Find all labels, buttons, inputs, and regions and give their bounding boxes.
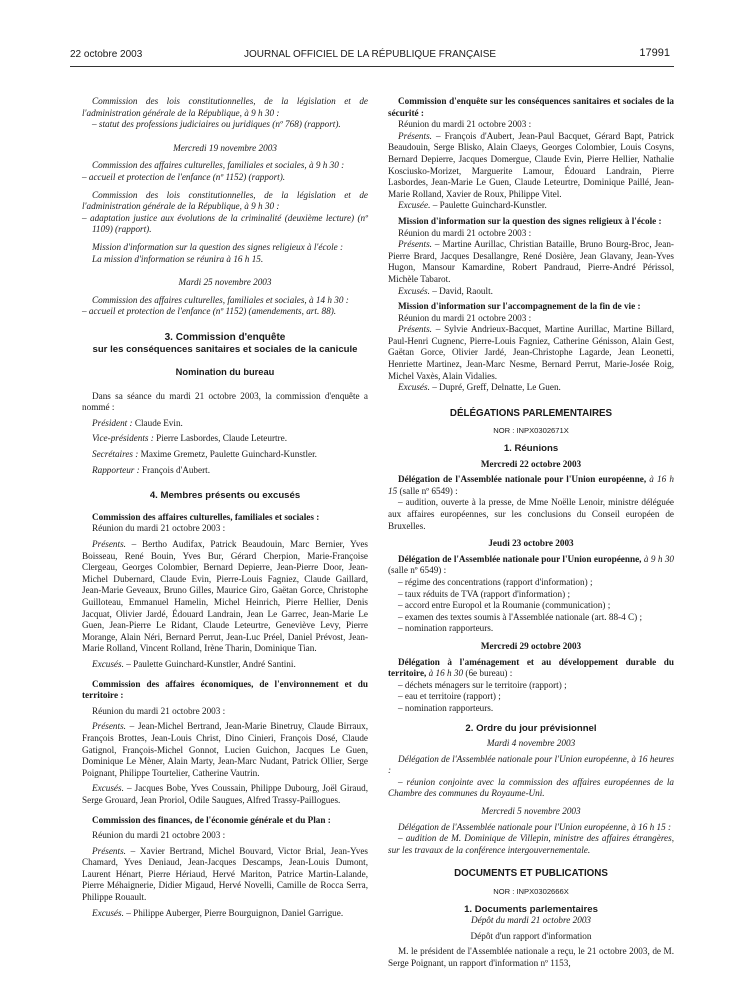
delegation-heading — [388, 474, 674, 497]
agenda-subitem: – audition de M. Dominique de Villepin, ministre des affaires étrangères, sur les travaux de la conférence intergouvernementale. — [388, 833, 674, 855]
agenda-subitem: – nomination rapporteurs. — [398, 623, 494, 634]
excused-label: Excusés. — [92, 907, 124, 918]
subsection-heading: 1. Réunions — [503, 443, 559, 455]
agenda-subitem: – nomination rapporteurs. — [398, 702, 494, 713]
role-value: Maxime Gremetz, Paulette Guinchard-Kunstler. — [138, 449, 317, 460]
meeting-room: (salle nº 6549) : — [397, 485, 458, 496]
delegation-heading — [388, 657, 674, 680]
committee-heading: Mission d'information sur la question des signes religieux à l'école : — [398, 215, 662, 226]
role-label: Rapporteur : — [92, 464, 140, 475]
delegation-name: Délégation de l'Assemblée nationale pour l'Union européenne, — [398, 474, 647, 485]
agenda-item: Commission des lois constitutionnelles, de la législation et de l'administration générale de la République, à 9 h 30 : — [82, 189, 368, 212]
delegation-name: Délégation de l'Assemblée nationale pour l'Union européenne, — [398, 553, 642, 564]
section-heading: sur les conséquences sanitaires et sociales de la canicule — [92, 343, 358, 355]
meeting-date: Réunion du mardi 21 octobre 2003 : — [398, 227, 532, 238]
present-list: – Martine Aurillac, Christian Bataille, Bruno Bourg-Broc, Jean-Pierre Brard, Jacques Desallangre, René Dosière, Jean Glavany, Jean-Yves Hugon, Mansour Kamardine, Robert Pandraud, Pierre-André Périssol, Michèle Tabarot. — [388, 239, 674, 284]
date-heading: Dépôt du mardi 21 octobre 2003 — [470, 915, 592, 926]
agenda-item: Mission d'information sur la question des signes religieux à l'école : — [92, 241, 344, 252]
meeting-time: à 16 h 30 — [426, 668, 464, 679]
paragraph: M. le président de l'Assemblée nationale a reçu, le 21 octobre 2003, de M. Serge Poignant, un rapport d'information nº 1153, — [388, 946, 674, 968]
agenda-item: Commission des lois constitutionnelles, de la législation et de l'administration générale de la République, à 9 h 30 : — [82, 96, 368, 118]
agenda-subitem: – examen des textes soumis à l'Assemblée nationale (art. 88-4 C) ; — [398, 611, 643, 622]
agenda-subitem: – accueil et protection de l'enfance (nº 1152) (rapport). — [82, 171, 286, 182]
issue-date: 22 octobre 2003 — [70, 49, 143, 60]
delegation-name: Délégation à l'aménagement et au développement durable du territoire, — [388, 656, 674, 679]
role-label: Président : — [92, 417, 133, 428]
committee-heading: Commission d'enquête sur les conséquences sanitaires et sociales de la sécurité : — [388, 96, 674, 118]
excused-list: – Jacques Bobe, Yves Coussain, Philippe Dubourg, Joël Giraud, Serge Grouard, Jean Proriol, Odile Saugues, Alfred Trassy-Paillogues. — [82, 783, 368, 805]
meeting-date: Réunion du mardi 21 octobre 2003 : — [398, 312, 532, 323]
date-heading: Mardi 25 novembre 2003 — [178, 277, 272, 288]
committee-heading: Commission des finances, de l'économie générale et du Plan : — [92, 814, 331, 825]
present-label: Présents. — [398, 324, 432, 335]
excused-list: – Philippe Auberger, Pierre Bourguignon, Daniel Garrigue. — [123, 907, 344, 918]
meeting-date: Réunion du mardi 21 octobre 2003 : — [92, 830, 226, 841]
excused-list: – Dupré, Greff, Delnatte, Le Guen. — [429, 382, 561, 393]
agenda-subitem: – accord entre Europol et la Roumanie (communication) ; — [398, 600, 611, 611]
left-column — [82, 96, 368, 919]
agenda-subitem: – accueil et protection de l'enfance (nº 1152) (amendements, art. 88). — [82, 306, 337, 317]
agenda-subitem: La mission d'information se réunira à 16 h 15. — [92, 253, 264, 264]
nor-reference: NOR : INPX0302666X — [493, 887, 569, 897]
excused-list: – Paulette Guinchard-Kunstler. — [430, 200, 547, 211]
meeting-room: (6e bureau) : — [463, 668, 513, 679]
deposit-heading: Dépôt d'un rapport d'information — [470, 930, 592, 941]
agenda-item: Délégation de l'Assemblée nationale pour l'Union européenne, à 16 heures : — [388, 753, 674, 776]
agenda-subitem: – statut des professions judiciaires ou juridiques (nº 768) (rapport). — [92, 119, 341, 130]
section-heading: 3. Commission d'enquête — [164, 331, 286, 343]
present-list: – Xavier Bertrand, Michel Bouvard, Victor Brial, Jean-Yves Chamard, Yves Deniaud, Jean-Jacques Descamps, Jean-Louis Dumont, Laurent Hénart, Pierre Hériaud, Hervé Mariton, Patrice Martin-Lalande, Pierre Méhaignerie, Didier Migaud, Hervé Novelli, Camille de Rocca Serra, Philippe Rouault. — [82, 845, 368, 903]
meeting-date: Réunion du mardi 21 octobre 2003 : — [92, 705, 226, 716]
role-label: Secrétaires : — [92, 449, 139, 460]
date-heading: Mardi 4 novembre 2003 — [486, 738, 576, 749]
agenda-item: Commission des affaires culturelles, familiales et sociales, à 9 h 30 : — [92, 160, 345, 171]
excused-label: Excusés. — [398, 285, 430, 296]
header-rule — [70, 66, 674, 67]
excused-list: – David, Raoult. — [429, 285, 493, 296]
agenda-subitem: – réunion conjointe avec la commission des affaires européennes de la Chambre des communes du Royaume-Uni. — [388, 776, 674, 799]
section-heading: DOCUMENTS ET PUBLICATIONS — [454, 868, 608, 880]
meeting-time: à 16 h 15 — [388, 474, 675, 496]
present-label: Présents. — [398, 239, 432, 250]
present-label: Présents. — [92, 539, 126, 550]
meeting-date: Réunion du mardi 21 octobre 2003 : — [398, 119, 532, 130]
agenda-subitem: – déchets ménagers sur le territoire (rapport) ; — [398, 679, 567, 690]
right-column — [388, 96, 674, 970]
page-header — [70, 46, 670, 66]
role-value: Claude Evin. — [132, 417, 183, 428]
present-list: – Sylvie Andrieux-Bacquet, Martine Aurillac, Martine Billard, Paul-Henri Cugnenc, Pierre-Louis Fagniez, Catherine Génisson, Alain Gest, Gaëtan Gorce, Olivier Jardé, Jean-Christophe Lagarde, Jean Leonetti, Henriette Martinez, Jean-Marc Nesme, Bernard Perrut, Marie-Josée Roig, Michel Vaxès, Alain Vidalies. — [388, 324, 674, 381]
delegation-heading — [388, 554, 674, 577]
present-list: – Bertho Audifax, Patrick Beaudouin, Marc Bernier, Yves Boisseau, René Bouin, Yves Bur, Gérard Cherpion, Marie-Françoise Clergeau, Georges Colombier, Bernard Depierre, Jean-Pierre Door, Jean-Michel Dubernard, Claude Evin, Pierre-Louis Fagniez, Claude Gaillard, Jean-Marie Geveaux, Bruno Gilles, Maurice Giro, Gaëtan Gorce, Christophe Guilloteau, Emmanuel Hamelin, Michel Heinrich, Pierre Hellier, Denis Jacquat, Olivier Jardé, Édouard Landrain, Jean Le Garrec, Jean-Marie Le Guen, Jean-Pierre Le Ridant, Claude Leteurtre, Geneviève Levy, Pierre Morange, Alain Néri, Bernard Perrut, Jean-Luc Préel, Daniel Prévost, Jean-Marie Rolland, Vincent Rolland, Irène Tharin, Dominique Tian. — [82, 539, 368, 654]
date-heading: Mercredi 29 octobre 2003 — [480, 640, 582, 651]
agenda-subitem: – taux réduits de TVA (rapport d'information) ; — [398, 588, 571, 599]
paragraph: Dans sa séance du mardi 21 octobre 2003, la commission d'enquête a nommé : — [82, 390, 368, 413]
agenda-subitem: – audition, ouverte à la presse, de Mme Noëlle Lenoir, ministre déléguée aux affaires européennes, sur les conclusions du Conseil européen de Bruxelles. — [388, 497, 674, 531]
date-heading: Mercredi 19 novembre 2003 — [173, 142, 277, 153]
agenda-item: Commission des affaires culturelles, familiales et sociales, à 14 h 30 : — [92, 294, 349, 305]
agenda-subitem: – eau et territoire (rapport) ; — [398, 691, 501, 702]
present-label: Présents. — [398, 130, 432, 141]
excused-label: Excusés. — [92, 783, 124, 794]
agenda-subitem: – régime des concentrations (rapport d'information) ; — [398, 576, 593, 587]
journal-title: JOURNAL OFFICIEL DE LA RÉPUBLIQUE FRANÇAISE — [243, 49, 497, 60]
present-list: – François d'Aubert, Jean-Paul Bacquet, Gérard Bapt, Patrick Beaudouin, Serge Blisko, Alain Claeys, Georges Colombier, Louis Cosyns, Bernard Depierre, Jacques Domergue, Claude Evin, Pierre Hellier, Nathalie Kosciusko-Morizet, Marguerite Lamour, Édouard Landrain, Pierre Lasbordes, Jean-Marie Le Guen, Claude Leteurtre, Dominique Paillé, Jean-Marie Rolland, Xavier de Roux, Philippe Vitel. — [388, 130, 674, 199]
subsection-heading: 2. Ordre du jour prévisionnel — [465, 722, 597, 734]
agenda-subitem: – adaptation justice aux évolutions de la criminalité (deuxième lecture) (nº 1109) (rapport). — [82, 212, 368, 235]
agenda-item: Délégation de l'Assemblée nationale pour l'Union européenne, à 16 h 15 : — [398, 821, 672, 832]
role-label: Vice-présidents : — [92, 433, 154, 444]
meeting-time: à 9 h 30 — [643, 553, 675, 564]
subsection-heading: Nomination du bureau — [175, 367, 275, 378]
section-heading: DÉLÉGATIONS PARLEMENTAIRES — [449, 407, 613, 419]
date-heading: Jeudi 23 octobre 2003 — [488, 538, 574, 549]
subsection-heading: 1. Documents parlementaires — [464, 903, 598, 915]
excused-label: Excusés. — [92, 658, 124, 669]
page-number: 17991 — [639, 47, 670, 59]
date-heading: Mercredi 5 novembre 2003 — [481, 806, 581, 817]
section-heading: 4. Membres présents ou excusés — [149, 490, 301, 502]
present-label: Présents. — [92, 845, 126, 856]
committee-heading: Commission des affaires économiques, de l'environnement et du territoire : — [82, 678, 368, 701]
present-list: – Jean-Michel Bertrand, Jean-Marie Binetruy, Claude Birraux, François Brottes, Jean-Louis Christ, Dino Cinieri, François Dosé, Claude Gatignol, François-Michel Gonnot, Lucien Guichon, Jacques Le Guen, Dominique Le Mèner, Alain Marty, Jean-Marc Nudant, Patrick Ollier, Serge Poignant, Philippe Tourtelier, Catherine Vautrin. — [82, 721, 368, 778]
excused-label: Excusés. — [398, 382, 430, 393]
meeting-date: Réunion du mardi 21 octobre 2003 : — [92, 523, 226, 534]
role-value: François d'Aubert. — [139, 464, 211, 475]
date-heading: Mercredi 22 octobre 2003 — [480, 458, 582, 469]
committee-heading: Mission d'information sur l'accompagnement de la fin de vie : — [398, 301, 641, 312]
excused-label: Excusée. — [398, 200, 431, 211]
nor-reference: NOR : INPX0302671X — [493, 426, 569, 436]
excused-list: – Paulette Guinchard-Kunstler, André Santini. — [123, 658, 296, 669]
meeting-room: (salle nº 6549) : — [388, 565, 447, 576]
committee-heading: Commission des affaires culturelles, familiales et sociales : — [92, 511, 320, 522]
present-label: Présents. — [92, 721, 126, 732]
role-value: Pierre Lasbordes, Claude Leteurtre. — [153, 433, 287, 444]
